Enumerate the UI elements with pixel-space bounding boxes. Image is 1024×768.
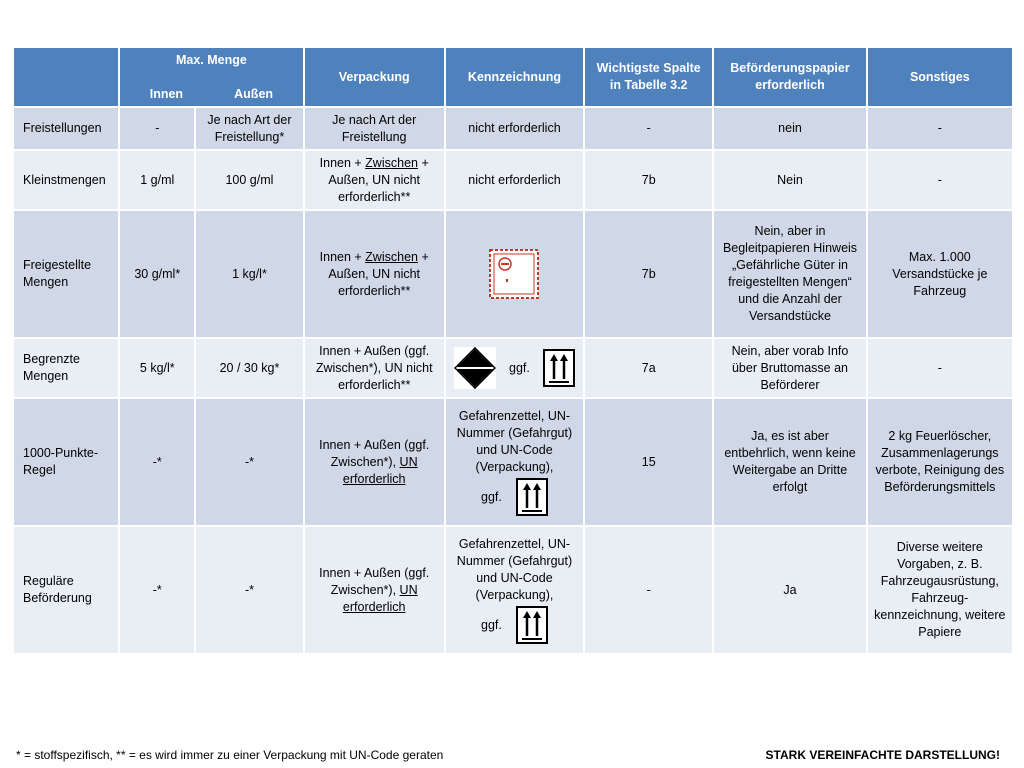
cell-kennzeichnung: nicht erforderlich bbox=[446, 108, 583, 149]
cell-papier: Nein, aber vorab Info über Bruttomasse an Beförderer bbox=[714, 339, 865, 397]
cell-kennzeichnung: nicht erforderlich bbox=[446, 151, 583, 209]
verpackung-text-underlined: Zwischen bbox=[365, 249, 418, 264]
table-row bbox=[14, 211, 1012, 337]
header-papier-line2: erforderlich bbox=[755, 78, 825, 92]
verpackung-text-a: Innen + bbox=[319, 249, 366, 264]
cell-kennzeichnung bbox=[446, 399, 583, 525]
cell-papier: Nein bbox=[714, 151, 865, 209]
cell-innen: 1 g/ml bbox=[120, 151, 194, 209]
cell-verpackung: Innen + Außen (ggf. Zwischen*), UN nicht erforderlich** bbox=[305, 339, 444, 397]
header-sonstiges: Sonstiges bbox=[868, 48, 1012, 106]
cell-aussen: 20 / 30 kg* bbox=[196, 339, 302, 397]
header-max-menge bbox=[120, 48, 302, 106]
cell-spalte: - bbox=[585, 527, 712, 653]
cell-spalte: 7b bbox=[585, 211, 712, 337]
header-verpackung: Verpackung bbox=[305, 48, 444, 106]
cell-verpackung bbox=[305, 399, 444, 525]
cell-innen: - bbox=[120, 108, 194, 149]
cell-innen: -* bbox=[120, 399, 194, 525]
orientation-arrows-icon bbox=[543, 349, 575, 387]
header-max-menge-label: Max. Menge bbox=[175, 52, 247, 67]
row-label: Reguläre Beförderung bbox=[14, 527, 118, 653]
cell-innen: -* bbox=[120, 527, 194, 653]
cell-kennzeichnung bbox=[446, 211, 583, 337]
cell-aussen: 1 kg/l* bbox=[196, 211, 302, 337]
header-spalte bbox=[585, 48, 712, 106]
kennzeichnung-text: Gefahrenzettel, UN-Nummer (Gefahrgut) und UN-Code (Verpackung), bbox=[456, 537, 573, 602]
kennzeichnung-ggf: ggf. bbox=[509, 360, 530, 375]
verpackung-text-b: + Außen, UN nicht erforderlich** bbox=[328, 155, 429, 204]
cell-spalte: - bbox=[585, 108, 712, 149]
limited-quantity-mark-icon bbox=[454, 347, 496, 389]
cell-verpackung bbox=[305, 151, 444, 209]
cell-sonstiges: 2 kg Feuerlöscher, Zusammenlagerungs verbote, Reinigung des Beförderungsmittels bbox=[868, 399, 1012, 525]
cell-kennzeichnung bbox=[446, 339, 583, 397]
header-papier-line1: Beförderungspapier bbox=[730, 61, 850, 75]
disclaimer: STARK VEREINFACHTE DARSTELLUNG! bbox=[765, 748, 1000, 762]
table-row bbox=[14, 399, 1012, 525]
cell-aussen: 100 g/ml bbox=[196, 151, 302, 209]
header-spalte-line1: Wichtigste Spalte bbox=[596, 61, 701, 75]
cell-spalte: 7b bbox=[585, 151, 712, 209]
cell-papier: nein bbox=[714, 108, 865, 149]
cell-innen: 30 g/ml* bbox=[120, 211, 194, 337]
cell-papier: Ja bbox=[714, 527, 865, 653]
orientation-arrows-icon bbox=[516, 606, 548, 644]
verpackung-text-underlined: UN erforderlich bbox=[342, 582, 418, 614]
row-label: Freigestellte Mengen bbox=[14, 211, 118, 337]
cell-spalte: 15 bbox=[585, 399, 712, 525]
cell-papier: Nein, aber in Begleitpapieren Hinweis „Gefährliche Güter in freigestellten Mengen“ und die Anzahl der Versandstücke bbox=[714, 211, 865, 337]
verpackung-text-a: Innen + Außen (ggf. Zwischen*), bbox=[319, 437, 430, 469]
transport-overview-table bbox=[12, 46, 1014, 655]
verpackung-text-underlined: Zwischen bbox=[365, 155, 418, 170]
header-spalte-line2: in Tabelle 3.2 bbox=[609, 78, 688, 92]
cell-innen: 5 kg/l* bbox=[120, 339, 194, 397]
header-row bbox=[14, 48, 1012, 106]
cell-aussen: -* bbox=[196, 399, 302, 525]
cell-aussen: Je nach Art der Freistellung* bbox=[196, 108, 302, 149]
verpackung-text-underlined: UN erforderlich bbox=[342, 454, 418, 486]
table-row bbox=[14, 339, 1012, 397]
row-label: Freistellungen bbox=[14, 108, 118, 149]
header-aussen: Außen bbox=[234, 86, 274, 101]
kennzeichnung-ggf: ggf. bbox=[481, 489, 502, 504]
cell-aussen: -* bbox=[196, 527, 302, 653]
cell-sonstiges: Diverse weitere Vorgaben, z. B. Fahrzeugausrüstung, Fahrzeug-kennzeichnung, weitere Papiere bbox=[868, 527, 1012, 653]
verpackung-text-a: Innen + Außen (ggf. Zwischen*), bbox=[319, 565, 430, 597]
kennzeichnung-ggf: ggf. bbox=[481, 617, 502, 632]
cell-verpackung bbox=[305, 527, 444, 653]
table-row bbox=[14, 151, 1012, 209]
header-papier bbox=[714, 48, 865, 106]
cell-sonstiges: Max. 1.000 Versandstücke je Fahrzeug bbox=[868, 211, 1012, 337]
header-innen: Innen bbox=[149, 86, 184, 101]
table-row bbox=[14, 108, 1012, 149]
cell-papier: Ja, es ist aber entbehrlich, wenn keine Weitergabe an Dritte erfolgt bbox=[714, 399, 865, 525]
header-empty-cell bbox=[14, 48, 118, 106]
row-label: Begrenzte Mengen bbox=[14, 339, 118, 397]
table-row bbox=[14, 527, 1012, 653]
cell-verpackung bbox=[305, 211, 444, 337]
orientation-arrows-icon bbox=[516, 478, 548, 516]
verpackung-text-b: + Außen, UN nicht erforderlich** bbox=[328, 249, 429, 298]
cell-kennzeichnung bbox=[446, 527, 583, 653]
verpackung-text-a: Innen + bbox=[319, 155, 366, 170]
header-kennzeichnung: Kennzeichnung bbox=[446, 48, 583, 106]
cell-sonstiges: - bbox=[868, 108, 1012, 149]
cell-spalte: 7a bbox=[585, 339, 712, 397]
kennzeichnung-text: Gefahrenzettel, UN-Nummer (Gefahrgut) und UN-Code (Verpackung), bbox=[456, 409, 573, 474]
cell-sonstiges: - bbox=[868, 339, 1012, 397]
cell-sonstiges: - bbox=[868, 151, 1012, 209]
cell-verpackung: Je nach Art der Freistellung bbox=[305, 108, 444, 149]
row-label: Kleinstmengen bbox=[14, 151, 118, 209]
row-label: 1000-Punkte-Regel bbox=[14, 399, 118, 525]
footnote: * = stoffspezifisch, ** = es wird immer zu einer Verpackung mit UN-Code geraten bbox=[16, 748, 444, 762]
excepted-quantities-mark-icon bbox=[489, 249, 539, 299]
